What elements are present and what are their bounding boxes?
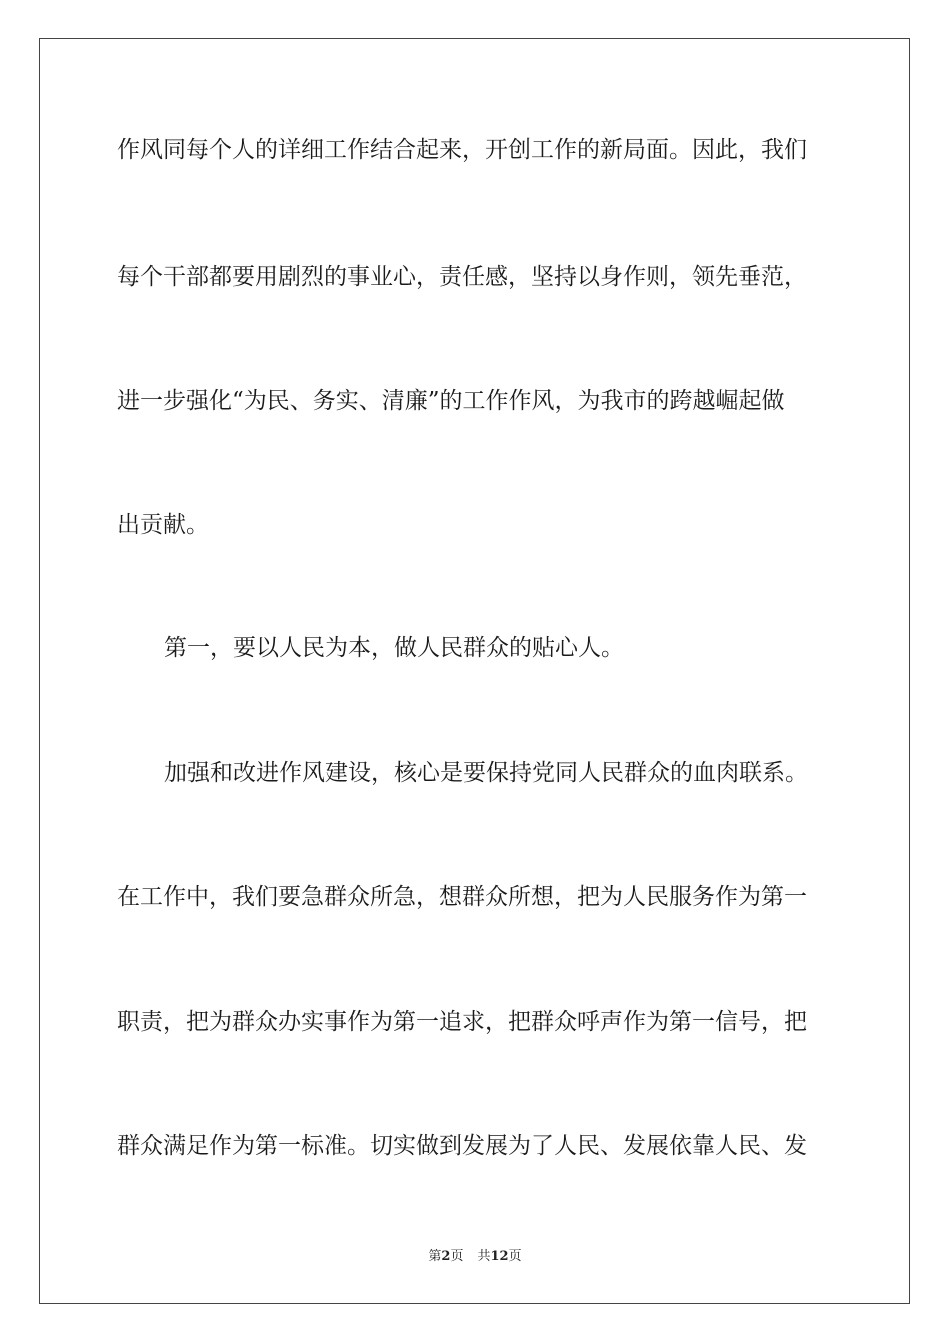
paragraph-heading: 第一，要以人民为本，做人民群众的贴心人。 [164,635,624,661]
page-suffix: 页 [450,1249,464,1264]
body-line: 作风同每个人的详细工作结合起来，开创工作的新局面。因此，我们 [117,137,807,163]
body-line: 加强和改进作风建设，核心是要保持党同人民群众的血肉联系。 [164,760,808,786]
body-line: 群众满足作为第一标准。切实做到发展为了人民、发展依靠人民、发 [117,1133,807,1159]
body-line: 出贡献。 [117,512,209,538]
total-pages: 12 [490,1249,509,1264]
total-suffix: 页 [508,1249,522,1264]
body-line: 每个干部都要用剧烈的事业心，责任感，坚持以身作则，领先垂范， [117,264,807,290]
page-number: 2 [441,1249,451,1264]
body-line: 进一步强化“为民、务实、清廉”的工作作风，为我市的跨越崛起做 [117,388,785,414]
total-prefix: 共 [477,1249,491,1264]
page-prefix: 第 [428,1249,442,1264]
body-line: 在工作中，我们要急群众所急，想群众所想，把为人民服务作为第一 [117,884,807,910]
page-footer [0,1248,950,1266]
page-border [39,38,910,1304]
body-line: 职责，把为群众办实事作为第一追求，把群众呼声作为第一信号，把 [117,1009,807,1035]
